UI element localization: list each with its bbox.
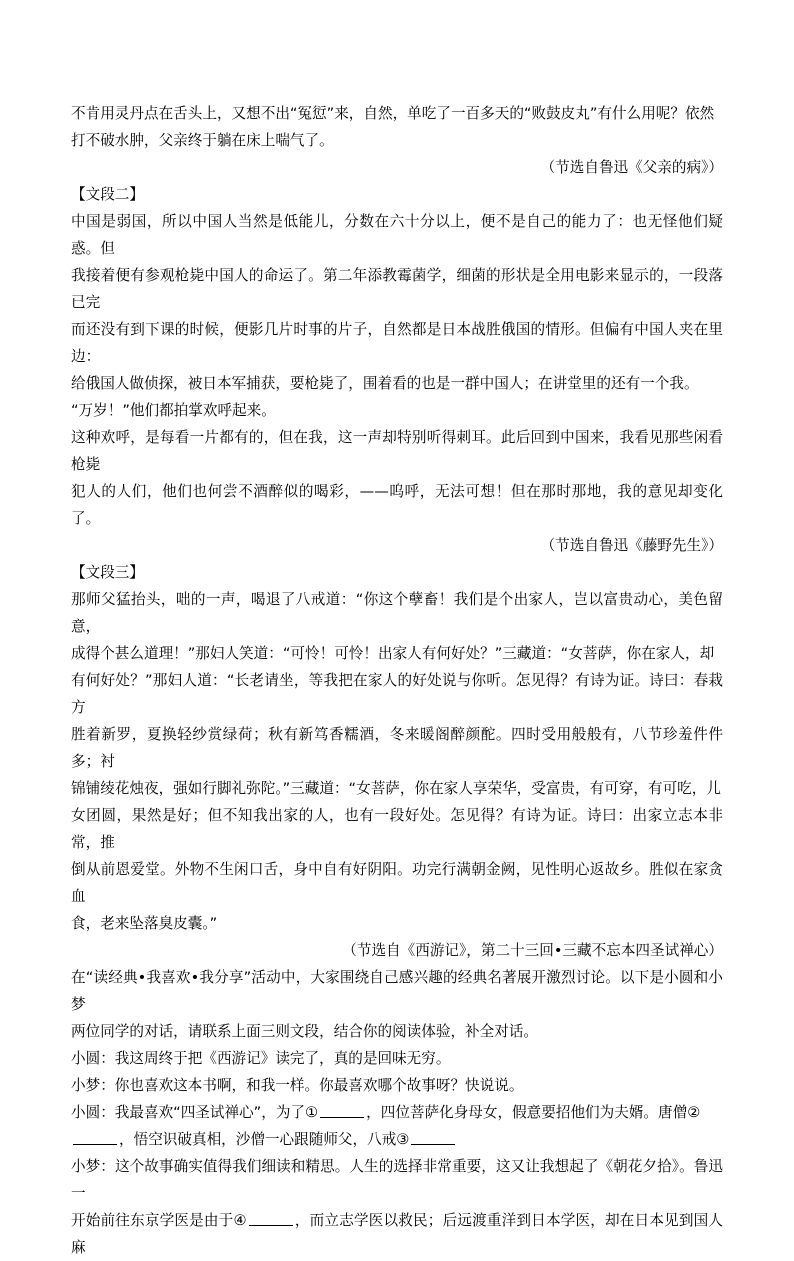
excerpt3-line-1: 那师父猛抬头，咄的一声，喝退了八戒道：“你这个孽畜！我们是个出家人，岂以富贵动心，美色留意， <box>71 591 723 635</box>
dialogue-line-2: 小梦：你也喜欢这本书啊，和我一样。你最喜欢哪个故事呀？快说说。 <box>71 1077 524 1094</box>
dialogue-text: 开始前往东京学医是由于④ <box>71 1212 247 1229</box>
task-instruction-line-1: 在“读经典•我喜欢•我分享”活动中，大家围绕自己感兴趣的经典名著展开激烈讨论。以下是小圆和小梦 <box>71 969 723 1013</box>
excerpt3-source: （节选自《西游记》，第二十三回•三藏不忘本四圣试禅心） <box>342 942 723 959</box>
excerpt3-line-2: 成得个甚么道理！”那妇人笑道：“可怜！可怜！出家人有何好处？”三藏道：“女菩萨，你在家人，却 <box>71 645 715 662</box>
document-page <box>71 100 723 1261</box>
dialogue-xiaoyuan-answer-cont <box>71 1126 723 1153</box>
dialogue-text: ，四位菩萨化身母女，假意要招他们为夫婿。唐僧② <box>366 1104 701 1121</box>
excerpt3-line-6: 女团圆，果然是好；但不知我出家的人，也有一段好处。怎见得？有诗为证。诗曰：出家立志本非常，推 <box>71 807 723 851</box>
excerpt2-line-4: 给俄国人做侦探，被日本军捕获，要枪毙了，围着看的也是一群中国人；在讲堂里的还有一个我。 <box>71 375 699 392</box>
excerpt3-line-5: 锦铺绫花烛夜，强如行脚礼弥陀。”三藏道：“女菩萨，你在家人享荣华，受富贵，有可穿，有可吃，儿 <box>71 780 721 797</box>
dialogue-xiaomeng-answer-cont <box>71 1207 723 1261</box>
task-instruction-line-2: 两位同学的对话，请联系上面三则文段，结合你的阅读体验，补全对话。 <box>71 1023 539 1040</box>
excerpt3-line-7: 倒从前恩爱堂。外物不生闲口舌，身中自有好阴阳。功完行满朝金阙，见性明心返故乡。胜似在家贪血 <box>71 861 723 905</box>
excerpt1-source: （节选自鲁迅《父亲的病》） <box>540 159 723 176</box>
answer-blank-3[interactable] <box>411 1130 455 1145</box>
excerpt3-heading: 【文段三】 <box>71 564 144 581</box>
dialogue-xiaomeng-answer: 小梦：这个故事确实值得我们细读和精思。人生的选择非常重要，这又让我想起了《朝花夕拾》。鲁迅一 <box>71 1158 723 1202</box>
excerpt3-line-3: 有何好处？”那妇人道：“长老请坐，等我把在家人的好处说与你听。怎见得？有诗为证。诗曰：春栽方 <box>71 672 723 716</box>
excerpt1-line-2: 打不破水肿，父亲终于躺在床上喘气了。 <box>71 132 334 149</box>
excerpt2-line-1: 中国是弱国，所以中国人当然是低能儿，分数在六十分以上，便不是自己的能力了：也无怪他们疑惑。但 <box>71 213 723 257</box>
excerpt3-line-8: 食，老来坠落臭皮囊。” <box>71 915 218 932</box>
excerpt2-line-5: “万岁！”他们都拍掌欢呼起来。 <box>71 402 276 419</box>
excerpt2-heading: 【文段二】 <box>71 186 144 203</box>
excerpt3-line-4: 胜着新罗，夏换轻纱赏绿荷；秋有新笃香糯酒，冬来暖阁醉颜酡。四时受用般般有，八节珍羞件件多；衬 <box>71 726 723 770</box>
answer-blank-2[interactable] <box>73 1130 117 1145</box>
excerpt2-line-7: 犯人的人们，他们也何尝不酒醉似的喝彩，——呜呼，无法可想！但在那时那地，我的意见却变化了。 <box>71 483 723 527</box>
dialogue-text: 小圆：我最喜欢“四圣试禅心”，为了① <box>71 1104 319 1121</box>
excerpt2-source: （节选自鲁迅《藤野先生》） <box>540 537 723 554</box>
excerpt2-line-2: 我接着便有参观枪毙中国人的命运了。第二年添教霉菌学，细菌的形状是全用电影来显示的，一段落已完 <box>71 267 723 311</box>
excerpt2-line-6: 这种欢呼，是每看一片都有的，但在我，这一声却特别听得刺耳。此后回到中国来，我看见那些闲看枪毙 <box>71 429 723 473</box>
excerpt2-line-3: 而还没有到下课的时候，便影几片时事的片子，自然都是日本战胜俄国的情形。但偏有中国人夹在里边： <box>71 321 723 365</box>
excerpt1-line-1: 不肯用灵丹点在舌头上，又想不出“冤愆”来，自然，单吃了一百多天的“败鼓皮丸”有什么用呢？依然 <box>71 105 715 122</box>
dialogue-line-1: 小圆：我这周终于把《西游记》读完了，真的是回味无穷。 <box>71 1050 451 1067</box>
dialogue-text: ，悟空识破真相，沙僧一心跟随师父，八戒③ <box>119 1131 410 1148</box>
dialogue-xiaoyuan-answer <box>71 1099 723 1126</box>
dialogue-text: ，而立志学医以救民；后远渡重洋到日本学医，却在日本见到国人麻 <box>71 1212 723 1256</box>
answer-blank-1[interactable] <box>320 1103 364 1118</box>
answer-blank-4[interactable] <box>249 1211 293 1226</box>
